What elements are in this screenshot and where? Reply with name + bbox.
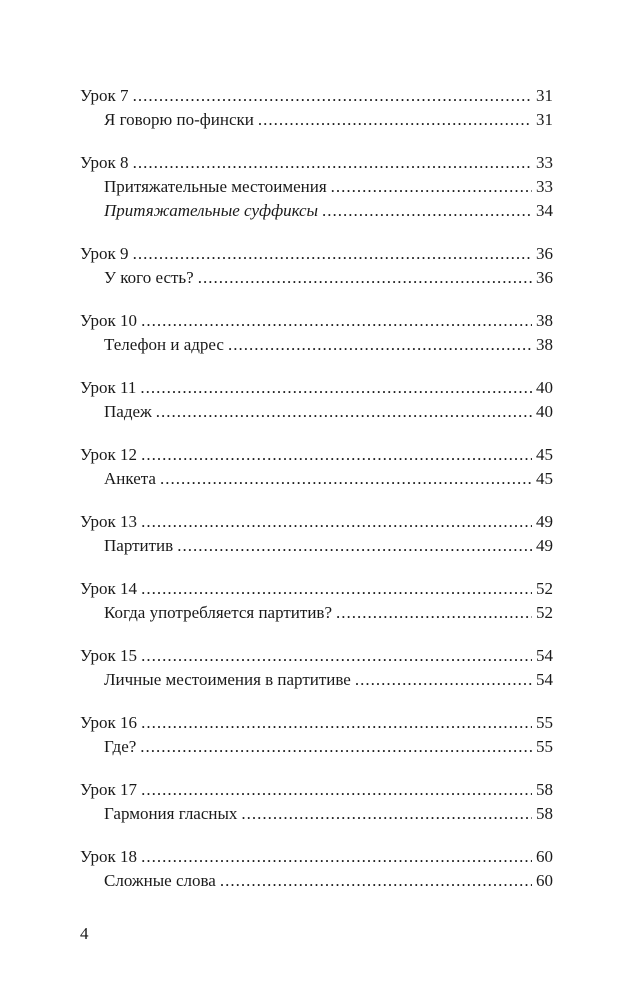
entry-title: Урок 10 — [80, 311, 138, 330]
entry-page-number: 40 — [536, 402, 553, 421]
entry-title: У кого есть? — [104, 268, 194, 287]
toc-lesson-entry[interactable] — [80, 84, 553, 108]
toc-lesson-group — [80, 84, 553, 132]
entry-title: Урок 13 — [80, 512, 138, 531]
dot-leader — [133, 84, 532, 108]
dot-leader — [141, 309, 532, 333]
entry-page-number: 38 — [536, 335, 553, 354]
entry-title: Урок 17 — [80, 780, 138, 799]
entry-page-number: 45 — [536, 445, 553, 464]
toc-lesson-group — [80, 778, 553, 826]
entry-page-number: 54 — [536, 670, 553, 689]
toc-lesson-group — [80, 242, 553, 290]
entry-title: Урок 16 — [80, 713, 138, 732]
entry-title: Когда употребляется партитив? — [104, 603, 332, 622]
entry-title: Урок 7 — [80, 86, 129, 105]
toc-lesson-group — [80, 510, 553, 558]
toc-lesson-entry[interactable] — [80, 778, 553, 802]
dot-leader — [177, 534, 532, 558]
dot-leader — [258, 108, 532, 132]
entry-page-number: 31 — [536, 86, 553, 105]
entry-page-number: 54 — [536, 646, 553, 665]
dot-leader — [141, 510, 532, 534]
toc-subentry[interactable] — [80, 175, 553, 199]
toc-subentry[interactable] — [80, 266, 553, 290]
entry-title: Урок 9 — [80, 244, 129, 263]
toc-lesson-group — [80, 309, 553, 357]
entry-title: Где? — [104, 737, 137, 756]
toc-lesson-entry[interactable] — [80, 309, 553, 333]
toc-lesson-group — [80, 577, 553, 625]
toc-lesson-entry[interactable] — [80, 577, 553, 601]
dot-leader — [336, 601, 532, 625]
dot-leader — [141, 577, 532, 601]
toc-subentry[interactable] — [80, 333, 553, 357]
toc-subentry[interactable] — [80, 802, 553, 826]
entry-title: Урок 18 — [80, 847, 138, 866]
entry-page-number: 36 — [536, 244, 553, 263]
toc-subentry[interactable] — [80, 199, 553, 223]
entry-title: Притяжательные суффиксы — [104, 201, 319, 220]
entry-page-number: 36 — [536, 268, 553, 287]
toc-lesson-entry[interactable] — [80, 242, 553, 266]
entry-title: Притяжательные местоимения — [104, 177, 327, 196]
table-of-contents — [80, 84, 553, 912]
dot-leader — [133, 151, 532, 175]
dot-leader — [331, 175, 532, 199]
entry-title: Урок 15 — [80, 646, 138, 665]
toc-lesson-group — [80, 443, 553, 491]
dot-leader — [241, 802, 532, 826]
dot-leader — [141, 711, 532, 735]
entry-page-number: 49 — [536, 512, 553, 531]
entry-page-number: 58 — [536, 804, 553, 823]
entry-page-number: 52 — [536, 603, 553, 622]
dot-leader — [141, 644, 532, 668]
dot-leader — [220, 869, 532, 893]
entry-page-number: 33 — [536, 177, 553, 196]
entry-title: Я говорю по-фински — [104, 110, 254, 129]
entry-page-number: 49 — [536, 536, 553, 555]
dot-leader — [141, 778, 532, 802]
toc-lesson-entry[interactable] — [80, 711, 553, 735]
toc-lesson-group — [80, 845, 553, 893]
dot-leader — [141, 845, 532, 869]
toc-lesson-group — [80, 151, 553, 223]
entry-title: Сложные слова — [104, 871, 216, 890]
entry-page-number: 38 — [536, 311, 553, 330]
entry-title: Урок 11 — [80, 378, 137, 397]
entry-title: Анкета — [104, 469, 156, 488]
dot-leader — [228, 333, 532, 357]
dot-leader — [140, 376, 532, 400]
toc-subentry[interactable] — [80, 668, 553, 692]
entry-page-number: 58 — [536, 780, 553, 799]
toc-lesson-entry[interactable] — [80, 644, 553, 668]
toc-subentry[interactable] — [80, 601, 553, 625]
entry-page-number: 55 — [536, 737, 553, 756]
toc-lesson-group — [80, 644, 553, 692]
toc-lesson-group — [80, 376, 553, 424]
toc-subentry[interactable] — [80, 467, 553, 491]
dot-leader — [160, 467, 532, 491]
dot-leader — [133, 242, 532, 266]
toc-lesson-entry[interactable] — [80, 151, 553, 175]
toc-lesson-entry[interactable] — [80, 376, 553, 400]
entry-title: Партитив — [104, 536, 174, 555]
entry-page-number: 55 — [536, 713, 553, 732]
entry-page-number: 31 — [536, 110, 553, 129]
dot-leader — [156, 400, 532, 424]
entry-page-number: 45 — [536, 469, 553, 488]
toc-lesson-entry[interactable] — [80, 443, 553, 467]
entry-page-number: 34 — [536, 201, 553, 220]
entry-title: Урок 8 — [80, 153, 129, 172]
toc-lesson-entry[interactable] — [80, 845, 553, 869]
entry-page-number: 60 — [536, 847, 553, 866]
toc-subentry[interactable] — [80, 869, 553, 893]
toc-lesson-entry[interactable] — [80, 510, 553, 534]
entry-page-number: 52 — [536, 579, 553, 598]
toc-subentry[interactable] — [80, 400, 553, 424]
entry-page-number: 33 — [536, 153, 553, 172]
entry-page-number: 60 — [536, 871, 553, 890]
entry-title: Урок 14 — [80, 579, 138, 598]
entry-page-number: 40 — [536, 378, 553, 397]
entry-title: Падеж — [104, 402, 152, 421]
page-number: 4 — [80, 924, 89, 943]
toc-lesson-group — [80, 711, 553, 759]
dot-leader — [322, 199, 532, 223]
entry-title: Телефон и адрес — [104, 335, 224, 354]
dot-leader — [355, 668, 532, 692]
entry-title: Гармония гласных — [104, 804, 238, 823]
dot-leader — [141, 443, 532, 467]
entry-title: Личные местоимения в партитиве — [104, 670, 351, 689]
entry-title: Урок 12 — [80, 445, 138, 464]
dot-leader — [140, 735, 532, 759]
toc-subentry[interactable] — [80, 534, 553, 558]
toc-subentry[interactable] — [80, 735, 553, 759]
toc-subentry[interactable] — [80, 108, 553, 132]
dot-leader — [198, 266, 532, 290]
